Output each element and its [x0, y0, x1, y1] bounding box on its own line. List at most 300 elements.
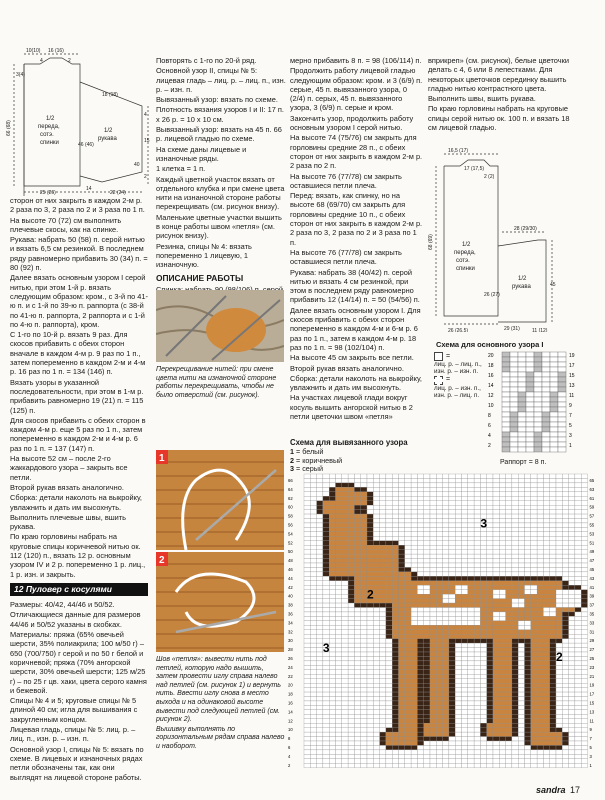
deer-cell: [411, 505, 417, 509]
deer-cell: [392, 616, 398, 620]
deer-cell: [493, 754, 499, 758]
deer-cell: [417, 630, 423, 634]
deer-cell: [367, 608, 373, 612]
deer-cell: [336, 496, 342, 500]
deer-cell: [417, 559, 423, 563]
deer-cell: [310, 670, 316, 674]
deer-cell: [493, 719, 499, 723]
deer-cell: [525, 487, 531, 491]
deer-cell: [417, 625, 423, 629]
deer-cell: [449, 705, 455, 709]
pattern-cell: [558, 362, 566, 367]
deer-cell: [304, 594, 310, 598]
deer-cell: [304, 616, 310, 620]
deer-cell: [405, 545, 411, 549]
deer-cell: [506, 505, 512, 509]
deer-cell: [399, 532, 405, 536]
deer-cell: [480, 567, 486, 571]
schema2-dim-m4: 45: [550, 282, 556, 288]
deer-cell: [531, 661, 537, 665]
deer-cell: [417, 714, 423, 718]
deer-cell: [436, 585, 442, 589]
deer-cell: [462, 532, 468, 536]
deer-cell: [380, 661, 386, 665]
deer-cell: [380, 567, 386, 571]
deer-cell: [462, 621, 468, 625]
deer-cell: [329, 536, 335, 540]
pattern-cell: [542, 392, 550, 397]
deer-cell: [310, 750, 316, 754]
deer-cell: [455, 679, 461, 683]
deer-cell: [386, 567, 392, 571]
deer-cell: [562, 599, 568, 603]
deer-cell: [550, 532, 556, 536]
deer-cell: [543, 576, 549, 580]
deer-cell: [449, 585, 455, 589]
deer-cell: [373, 639, 379, 643]
deer-cell: [569, 608, 575, 612]
deer-cell: [581, 510, 587, 514]
deer-cell: [493, 474, 499, 478]
deer-cell: [462, 590, 468, 594]
deer-cell: [443, 492, 449, 496]
deer-cell: [575, 576, 581, 580]
deer-cell: [367, 496, 373, 500]
deer-cell: [531, 643, 537, 647]
deer-cell: [424, 590, 430, 594]
deer-cell: [354, 501, 360, 505]
deer-cell: [518, 665, 524, 669]
deer-cell: [543, 563, 549, 567]
deer-cell: [543, 527, 549, 531]
deer-cell: [455, 492, 461, 496]
deer-cell: [405, 585, 411, 589]
deer-cell: [525, 719, 531, 723]
deer-cell: [581, 723, 587, 727]
deer-cell: [392, 630, 398, 634]
deer-cell: [317, 532, 323, 536]
deer-cell: [531, 510, 537, 514]
pattern-cell: [518, 377, 526, 382]
deer-cell: [405, 572, 411, 576]
deer-cell: [443, 665, 449, 669]
deer-row-number-right: 7: [589, 736, 592, 742]
deer-cell: [581, 581, 587, 585]
deer-cell: [487, 523, 493, 527]
deer-cell: [455, 599, 461, 603]
deer-cell: [417, 576, 423, 580]
deer-cell: [405, 759, 411, 763]
deer-cell: [348, 563, 354, 567]
deer-cell: [443, 656, 449, 660]
deer-cell: [449, 670, 455, 674]
deer-cell: [462, 541, 468, 545]
deer-cell: [506, 674, 512, 678]
deer-cell: [575, 550, 581, 554]
deer-cell: [386, 745, 392, 749]
deer-cell: [468, 719, 474, 723]
deer-cell: [575, 688, 581, 692]
deer-cell: [468, 492, 474, 496]
deer-cell: [342, 550, 348, 554]
deer-cell: [424, 737, 430, 741]
deer-cell: [436, 643, 442, 647]
deer-cell: [537, 674, 543, 678]
deer-cell: [354, 719, 360, 723]
deer-cell: [506, 679, 512, 683]
deer-cell: [474, 496, 480, 500]
deer-cell: [468, 554, 474, 558]
section-banner: 12 Пуловер с косулями: [10, 583, 148, 596]
deer-cell: [323, 496, 329, 500]
deer-cell: [493, 523, 499, 527]
deer-cell: [487, 621, 493, 625]
deer-cell: [462, 536, 468, 540]
deer-cell: [367, 639, 373, 643]
deer-cell: [323, 505, 329, 509]
deer-cell: [575, 541, 581, 545]
deer-cell: [449, 661, 455, 665]
work-description-heading: ОПИСАНИЕ РАБОТЫ: [156, 272, 244, 283]
deer-cell: [392, 643, 398, 647]
deer-cell: [348, 550, 354, 554]
deer-cell: [373, 603, 379, 607]
deer-cell: [354, 683, 360, 687]
deer-row-number-right: 3: [589, 753, 592, 759]
deer-cell: [380, 599, 386, 603]
deer-cell: [518, 483, 524, 487]
deer-cell: [367, 732, 373, 736]
deer-cell: [487, 496, 493, 500]
deer-cell: [525, 492, 531, 496]
deer-cell: [562, 737, 568, 741]
deer-cell: [468, 567, 474, 571]
deer-cell: [380, 590, 386, 594]
deer-cell: [487, 608, 493, 612]
deer-cell: [455, 759, 461, 763]
deer-cell: [480, 585, 486, 589]
deer-cell: [499, 496, 505, 500]
deer-cell: [531, 674, 537, 678]
deer-cell: [480, 550, 486, 554]
deer-cell: [323, 608, 329, 612]
deer-cell: [449, 665, 455, 669]
deer-cell: [436, 679, 442, 683]
deer-cell: [455, 545, 461, 549]
deer-cell: [525, 661, 531, 665]
deer-cell: [525, 532, 531, 536]
deer-cell: [304, 496, 310, 500]
deer-cell: [468, 701, 474, 705]
deer-cell: [506, 763, 512, 767]
deer-cell: [449, 648, 455, 652]
deer-row-number-right: 15: [589, 700, 595, 706]
deer-cell: [480, 536, 486, 540]
deer-cell: [380, 487, 386, 491]
deer-cell: [493, 634, 499, 638]
deer-cell: [537, 710, 543, 714]
deer-cell: [462, 545, 468, 549]
deer-cell: [342, 705, 348, 709]
deer-cell: [430, 594, 436, 598]
deer-cell: [323, 754, 329, 758]
deer-cell: [392, 603, 398, 607]
deer-cell: [493, 545, 499, 549]
deer-cell: [386, 634, 392, 638]
pattern-cell: [534, 372, 542, 377]
deer-cell: [323, 710, 329, 714]
deer-cell: [411, 559, 417, 563]
deer-cell: [462, 719, 468, 723]
deer-cell: [386, 692, 392, 696]
deer-cell: [487, 536, 493, 540]
deer-cell: [392, 688, 398, 692]
deer-cell: [424, 661, 430, 665]
pattern-cell: [526, 442, 534, 447]
deer-cell: [367, 510, 373, 514]
deer-cell: [449, 523, 455, 527]
deer-cell: [386, 674, 392, 678]
deer-cell: [424, 648, 430, 652]
deer-cell: [323, 501, 329, 505]
deer-cell: [310, 719, 316, 723]
deer-cell: [506, 541, 512, 545]
deer-cell: [336, 567, 342, 571]
deer-cell: [556, 630, 562, 634]
deer-cell: [562, 763, 568, 767]
deer-cell: [543, 510, 549, 514]
deer-cell: [562, 545, 568, 549]
deer-cell: [436, 590, 442, 594]
deer-cell: [405, 701, 411, 705]
deer-cell: [480, 541, 486, 545]
deer-cell: [373, 492, 379, 496]
deer-cell: [329, 616, 335, 620]
pattern-cell: [550, 427, 558, 432]
deer-cell: [493, 616, 499, 620]
deer-cell: [487, 754, 493, 758]
deer-cell: [455, 732, 461, 736]
deer-cell: [424, 692, 430, 696]
deer-cell: [348, 674, 354, 678]
pattern-cell: [542, 417, 550, 422]
deer-cell: [417, 719, 423, 723]
deer-cell: [543, 639, 549, 643]
c3-p0: мерно прибавить 8 п. = 98 (106/114) п.: [290, 56, 422, 65]
deer-cell: [430, 759, 436, 763]
pattern-legend: [434, 352, 484, 400]
deer-cell: [405, 674, 411, 678]
deer-cell: [506, 590, 512, 594]
deer-cell: [537, 652, 543, 656]
c2-cap1: Перекрещивание нитей: при смене цвета нити на изнаночной стороне работы перекрещивать, чтобы не было отверстий (см. рисунок).: [156, 366, 277, 399]
deer-cell: [581, 683, 587, 687]
deer-cell: [443, 612, 449, 616]
deer-cell: [525, 674, 531, 678]
deer-cell: [380, 634, 386, 638]
deer-cell: [405, 714, 411, 718]
deer-cell: [361, 728, 367, 732]
deer-cell: [348, 661, 354, 665]
deer-cell: [380, 545, 386, 549]
deer-cell: [562, 683, 568, 687]
deer-cell: [304, 603, 310, 607]
deer-cell: [462, 674, 468, 678]
deer-cell: [411, 759, 417, 763]
pattern-cell: [542, 377, 550, 382]
deer-cell: [468, 483, 474, 487]
deer-cell: [424, 625, 430, 629]
deer-cell: [512, 563, 518, 567]
deer-cell: [493, 563, 499, 567]
deer-cell: [392, 474, 398, 478]
deer-cell: [336, 670, 342, 674]
pattern-cell: [534, 412, 542, 417]
deer-cell: [487, 501, 493, 505]
deer-cell: [430, 541, 436, 545]
deer-cell: [569, 710, 575, 714]
deer-cell: [411, 616, 417, 620]
deer-cell: [342, 674, 348, 678]
pattern-cell: [518, 392, 526, 397]
deer-cell: [380, 692, 386, 696]
deer-cell: [455, 474, 461, 478]
deer-cell: [537, 745, 543, 749]
deer-cell: [342, 523, 348, 527]
deer-cell: [449, 643, 455, 647]
deer-cell: [449, 492, 455, 496]
deer-cell: [411, 483, 417, 487]
deer-cell: [373, 478, 379, 482]
pattern-cell: [542, 422, 550, 427]
deer-cell: [317, 661, 323, 665]
deer-cell: [493, 487, 499, 491]
deer-cell: [336, 741, 342, 745]
deer-cell: [317, 630, 323, 634]
deer-cell: [436, 656, 442, 660]
pattern-cell: [534, 362, 542, 367]
deer-cell: [550, 763, 556, 767]
deer-cell: [417, 634, 423, 638]
deer-cell: [581, 661, 587, 665]
deer-cell: [373, 714, 379, 718]
deer-cell: [455, 590, 461, 594]
deer-cell: [506, 545, 512, 549]
deer-cell: [443, 536, 449, 540]
deer-cell: [367, 714, 373, 718]
deer-cell: [317, 576, 323, 580]
c4-p1: Выполнить швы, вшить рукава.: [428, 94, 536, 104]
deer-cell: [367, 612, 373, 616]
deer-cell: [380, 754, 386, 758]
deer-cell: [449, 719, 455, 723]
deer-cell: [317, 665, 323, 669]
deer-cell: [417, 750, 423, 754]
deer-cell: [550, 674, 556, 678]
deer-cell: [386, 763, 392, 767]
deer-cell: [581, 728, 587, 732]
deer-cell: [354, 532, 360, 536]
deer-cell: [417, 656, 423, 660]
deer-cell: [380, 665, 386, 669]
deer-cell: [512, 759, 518, 763]
deer-cell: [386, 554, 392, 558]
deer-cell: [543, 754, 549, 758]
deer-cell: [361, 714, 367, 718]
deer-cell: [405, 643, 411, 647]
deer-cell: [430, 763, 436, 767]
deer-cell: [386, 572, 392, 576]
deer-cell: [405, 625, 411, 629]
deer-cell: [436, 572, 442, 576]
deer-cell: [436, 719, 442, 723]
deer-cell: [392, 492, 398, 496]
deer-cell: [304, 683, 310, 687]
deer-cell: [354, 585, 360, 589]
schema-label-sleeve: рукава: [98, 136, 117, 142]
deer-cell: [562, 674, 568, 678]
deer-cell: [525, 679, 531, 683]
deer-cell: [373, 474, 379, 478]
deer-cell: [417, 523, 423, 527]
deer-cell: [499, 554, 505, 558]
deer-cell: [399, 527, 405, 531]
deer-cell: [512, 754, 518, 758]
deer-cell: [562, 643, 568, 647]
deer-cell: [361, 732, 367, 736]
deer-cell: [354, 590, 360, 594]
deer-cell: [474, 536, 480, 540]
deer-cell: [399, 608, 405, 612]
deer-cell: [531, 550, 537, 554]
deer-cell: [361, 705, 367, 709]
c2-p6: 1 клетка = 1 п.: [156, 164, 206, 174]
deer-cell: [417, 478, 423, 482]
deer-cell: [443, 505, 449, 509]
deer-cell: [361, 612, 367, 616]
deer-cell: [329, 532, 335, 536]
deer-cell: [348, 763, 354, 767]
deer-cell: [310, 478, 316, 482]
deer-cell: [348, 697, 354, 701]
deer-cell: [361, 487, 367, 491]
deer-cell: [323, 572, 329, 576]
deer-cell: [436, 510, 442, 514]
deer-cell: [462, 567, 468, 571]
deer-cell: [499, 634, 505, 638]
c1-p8: Второй рукав вязать аналогично.: [10, 482, 124, 492]
deer-cell: [424, 750, 430, 754]
deer-cell: [304, 652, 310, 656]
deer-cell: [531, 701, 537, 705]
deer-cell: [581, 541, 587, 545]
deer-cell: [487, 603, 493, 607]
deer-cell: [373, 670, 379, 674]
deer-cell: [506, 732, 512, 736]
deer-cell: [543, 541, 549, 545]
deer-cell: [480, 737, 486, 741]
deer-cell: [455, 603, 461, 607]
deer-cell: [367, 643, 373, 647]
deer-cell: [569, 763, 575, 767]
deer-row-number-left: 50: [288, 549, 293, 555]
deer-cell: [449, 683, 455, 687]
deer-cell: [581, 576, 587, 580]
deer-cell: [380, 581, 386, 585]
deer-cell: [405, 599, 411, 603]
deer-cell: [348, 648, 354, 652]
pattern-row-number-left: 2: [488, 443, 491, 449]
